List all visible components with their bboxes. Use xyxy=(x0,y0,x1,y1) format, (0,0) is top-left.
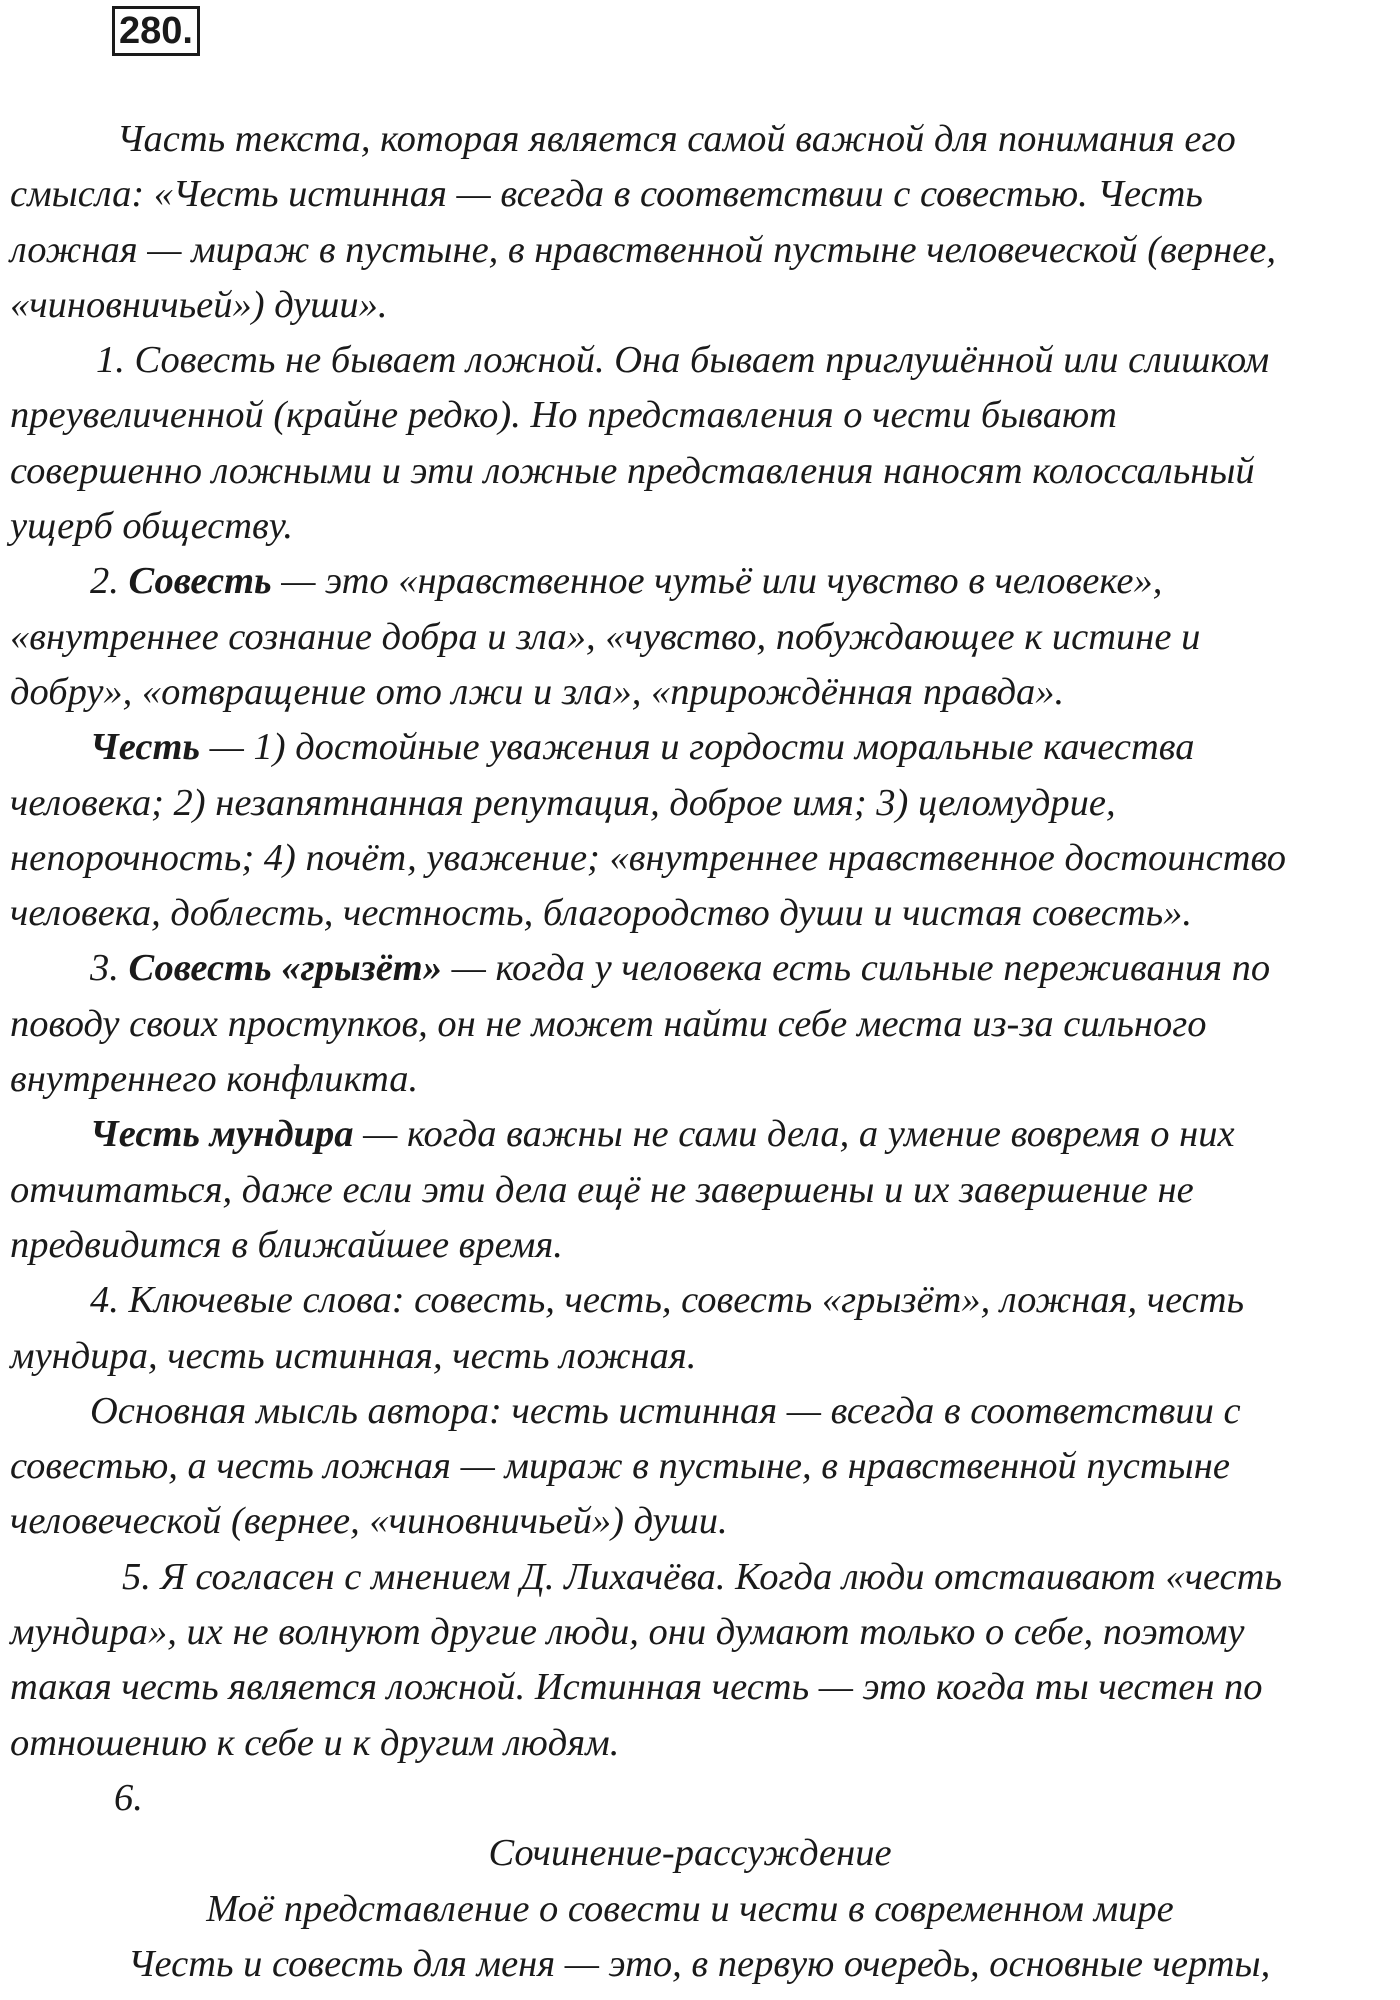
answer-5-paragraph xyxy=(10,1550,1390,1771)
text-line: человека; 2) незапятнанная репутация, доброе имя; 3) целомудрие, xyxy=(10,781,1116,824)
text-line: предвидится в ближайшее время. xyxy=(10,1223,563,1266)
essay-heading: Сочинение-рассуждение xyxy=(488,1832,892,1875)
task-number: 280. xyxy=(112,6,200,56)
text-line: ущерб обществу. xyxy=(10,505,294,548)
essay-first-line xyxy=(10,1937,1390,1992)
answer-text xyxy=(10,112,1390,1992)
answer-1-paragraph xyxy=(10,333,1390,554)
text-line: совестью, а честь ложная — мираж в пустыне, в нравственной пустыне xyxy=(10,1445,1230,1488)
definition-text: — это «нравственное чутьё или чувство в человеке», xyxy=(271,560,1163,603)
term-conscience: Совесть xyxy=(128,560,272,603)
text-line: поводу своих проступков, он не может найти себе места из-за сильного xyxy=(10,1002,1207,1045)
answer-2-paragraph xyxy=(10,554,1390,720)
text-line: смысла: «Честь истинная — всегда в соответствии с совестью. Честь xyxy=(10,173,1203,216)
text-line: человека, доблесть, честность, благородство души и чистая совесть». xyxy=(10,892,1193,935)
main-idea-paragraph xyxy=(10,1384,1390,1550)
text-line: отношению к себе и к другим людям. xyxy=(10,1721,620,1764)
definition-text: — 1) достойные уважения и гордости моральные качества xyxy=(200,726,1195,769)
text-line: непорочность; 4) почёт, уважение; «внутреннее нравственное достоинство xyxy=(10,836,1287,879)
answer-6-paragraph xyxy=(10,1771,1390,1826)
definition-text: — когда важны не сами дела, а умение вовремя о них xyxy=(353,1113,1235,1156)
text-line: 6. xyxy=(114,1776,143,1819)
term-honor: Честь xyxy=(90,726,201,769)
text-line: Честь и совесть для меня — это, в первую очередь, основные черты, xyxy=(128,1942,1271,1985)
text-line: совершенно ложными и эти ложные представления наносят колоссальный xyxy=(10,449,1255,492)
item-number: 2. xyxy=(90,560,129,603)
term-conscience-gnaws: Совесть «грызёт» xyxy=(128,947,442,990)
text-line: 1. Совесть не бывает ложной. Она бывает приглушённой или слишком xyxy=(96,339,1270,382)
text-line: добру», «отвращение ото лжи и зла», «прирождённая правда». xyxy=(10,670,1065,713)
text-line: «чиновничьей») души». xyxy=(10,283,388,326)
text-line: мундира, честь истинная, честь ложная. xyxy=(10,1334,697,1377)
definition-text: — когда у человека есть сильные переживания по xyxy=(442,947,1271,990)
intro-paragraph xyxy=(10,112,1390,333)
text-line: мундира», их не волнуют другие люди, они думают только о себе, поэтому xyxy=(10,1611,1245,1654)
text-line: такая честь является ложной. Истинная честь — это когда ты честен по xyxy=(10,1666,1263,1709)
text-line: ложная — мираж в пустыне, в нравственной пустыне человеческой (вернее, xyxy=(10,228,1276,271)
text-line xyxy=(10,554,1390,609)
text-line: 4. Ключевые слова: совесть, честь, совесть «грызёт», ложная, честь xyxy=(90,1279,1245,1322)
text-line: 5. Я согласен с мнением Д. Лихачёва. Когда люди отстаивают «честь xyxy=(122,1555,1282,1598)
item-number: 3. xyxy=(90,947,129,990)
honor-definition-paragraph xyxy=(10,720,1390,941)
answer-3-paragraph xyxy=(10,941,1390,1107)
text-line: Основная мысль автора: честь истинная — всегда в соответствии с xyxy=(90,1389,1241,1432)
text-line xyxy=(10,941,1390,996)
text-line: человеческой (вернее, «чиновничьей») души. xyxy=(10,1500,728,1543)
uniform-honor-paragraph xyxy=(10,1107,1390,1273)
text-line: внутреннего конфликта. xyxy=(10,1058,419,1101)
text-line: «внутреннее сознание добра и зла», «чувство, побуждающее к истине и xyxy=(10,615,1201,658)
text-line: отчитаться, даже если эти дела ещё не завершены и их завершение не xyxy=(10,1168,1194,1211)
text-line: преувеличенной (крайне редко). Но представления о чести бывают xyxy=(10,394,1117,437)
text-line: Часть текста, которая является самой важной для понимания его xyxy=(117,118,1236,160)
essay-title: Моё представление о совести и чести в современном мире xyxy=(206,1887,1174,1930)
term-uniform-honor: Честь мундира xyxy=(90,1113,354,1156)
text-line xyxy=(10,1107,1390,1162)
answer-4-paragraph xyxy=(10,1273,1390,1384)
text-line xyxy=(10,720,1390,775)
